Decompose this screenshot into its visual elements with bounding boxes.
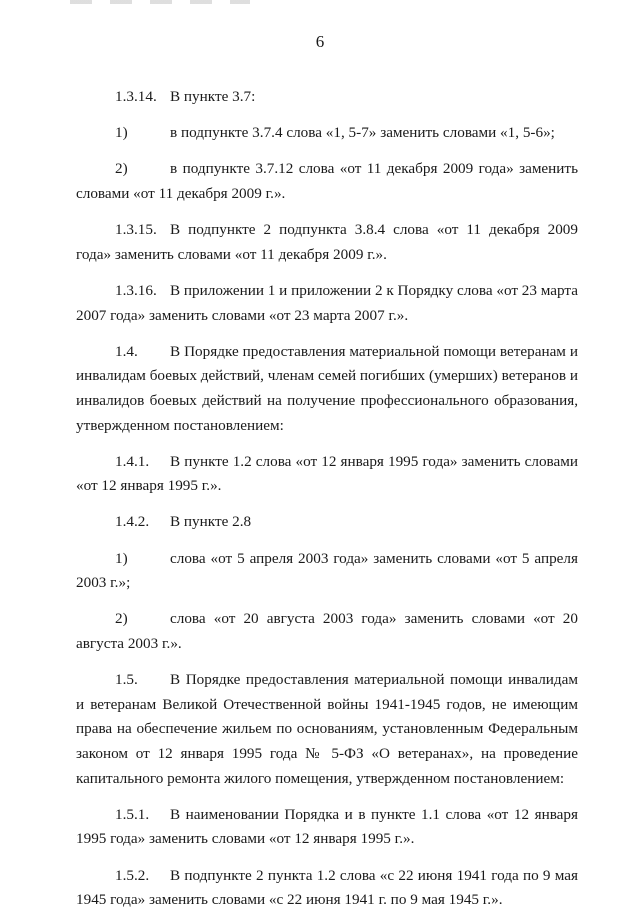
paragraph-text: В пункте 3.7: [170, 88, 256, 105]
paragraph-text: В наименовании Порядка и в пункте 1.1 слова «от 12 января 1995 года» заменить словами «от 12 января 1995 г.». [76, 805, 578, 848]
paragraph-1-4-1 [76, 450, 578, 499]
list-item-text: слова «от 5 апреля 2003 года» заменить словами «от 5 апреля 2003 г.»; [76, 549, 578, 592]
paragraph-label: 1.4.1. [115, 452, 150, 470]
paragraph-1-3-16 [76, 279, 578, 328]
paragraph-label: 1.3.16. [115, 281, 157, 299]
list-item-text: в подпункте 3.7.4 слова «1, 5-7» заменить словами «1, 5-6»; [170, 124, 555, 142]
paragraph-label: 1.5.1. [115, 805, 150, 823]
list-item-1 [76, 547, 578, 596]
list-item-label: 1) [115, 124, 128, 142]
paragraph-1-4 [76, 340, 578, 438]
paragraph-label: 1.5.2. [115, 866, 150, 884]
paragraph-1-3-14 [76, 85, 578, 110]
page-number: 6 [315, 32, 325, 51]
paragraph-text: В Порядке предоставления материальной помощи инвалидам и ветеранам Великой Отечественной войны 1941-1945 годов, не имеющим права на обеспечение жильем по основаниям, установленным Федеральным законом от 12 января 1995 года № 5-ФЗ «О ветеранах», на проведение капитального ремонта жилого помещения, утвержденном постановлением: [76, 671, 578, 787]
paragraph-label: 1.3.14. [115, 88, 157, 105]
paragraph-text: В приложении 1 и приложении 2 к Порядку слова «от 23 марта 2007 года» заменить словами «от 23 марта 2007 г.». [76, 281, 578, 324]
paragraph-text: В Порядке предоставления материальной помощи ветеранам и инвалидам боевых действий, членам семей погибших (умерших) ветеранов и инвалидов боевых действий на получение профессионального образования, утвержденном постановлением: [76, 342, 578, 434]
paragraph-label: 1.3.15. [115, 221, 157, 239]
scan-artifact [70, 0, 250, 4]
paragraph-1-5-2 [76, 864, 578, 913]
list-item-text: слова «от 20 августа 2003 года» заменить словами «от 20 августа 2003 г.». [76, 610, 578, 653]
paragraph-label: 1.4. [115, 342, 138, 360]
paragraph-text: В подпункте 2 подпункта 3.8.4 слова «от 11 декабря 2009 года» заменить словами «от 11 декабря 2009 г.». [76, 221, 578, 263]
paragraph-label: 1.5. [115, 671, 138, 689]
paragraph-1-5-1 [76, 803, 578, 852]
list-item-1 [76, 121, 578, 146]
paragraph-label: 1.4.2. [115, 513, 150, 531]
paragraph-text: В пункте 1.2 слова «от 12 января 1995 года» заменить словами «от 12 января 1995 г.». [76, 452, 578, 495]
document-body [76, 85, 578, 924]
list-item-label: 2) [115, 610, 128, 628]
paragraph-1-5 [76, 668, 578, 791]
list-item-2 [76, 157, 578, 206]
list-item-text: в подпункте 3.7.12 слова «от 11 декабря 2009 года» заменить словами «от 11 декабря 2009 г.». [76, 160, 578, 202]
paragraph-1-3-15 [76, 218, 578, 267]
paragraph-text: В подпункте 2 пункта 1.2 слова «с 22 июня 1941 года по 9 мая 1945 года» заменить словами «с 22 июня 1941 г. по 9 мая 1945 г.». [76, 866, 578, 909]
list-item-label: 1) [115, 549, 128, 567]
paragraph-text: В пункте 2.8 [170, 513, 252, 531]
paragraph-1-4-2 [76, 510, 578, 535]
list-item-2 [76, 607, 578, 656]
list-item-label: 2) [115, 160, 128, 178]
